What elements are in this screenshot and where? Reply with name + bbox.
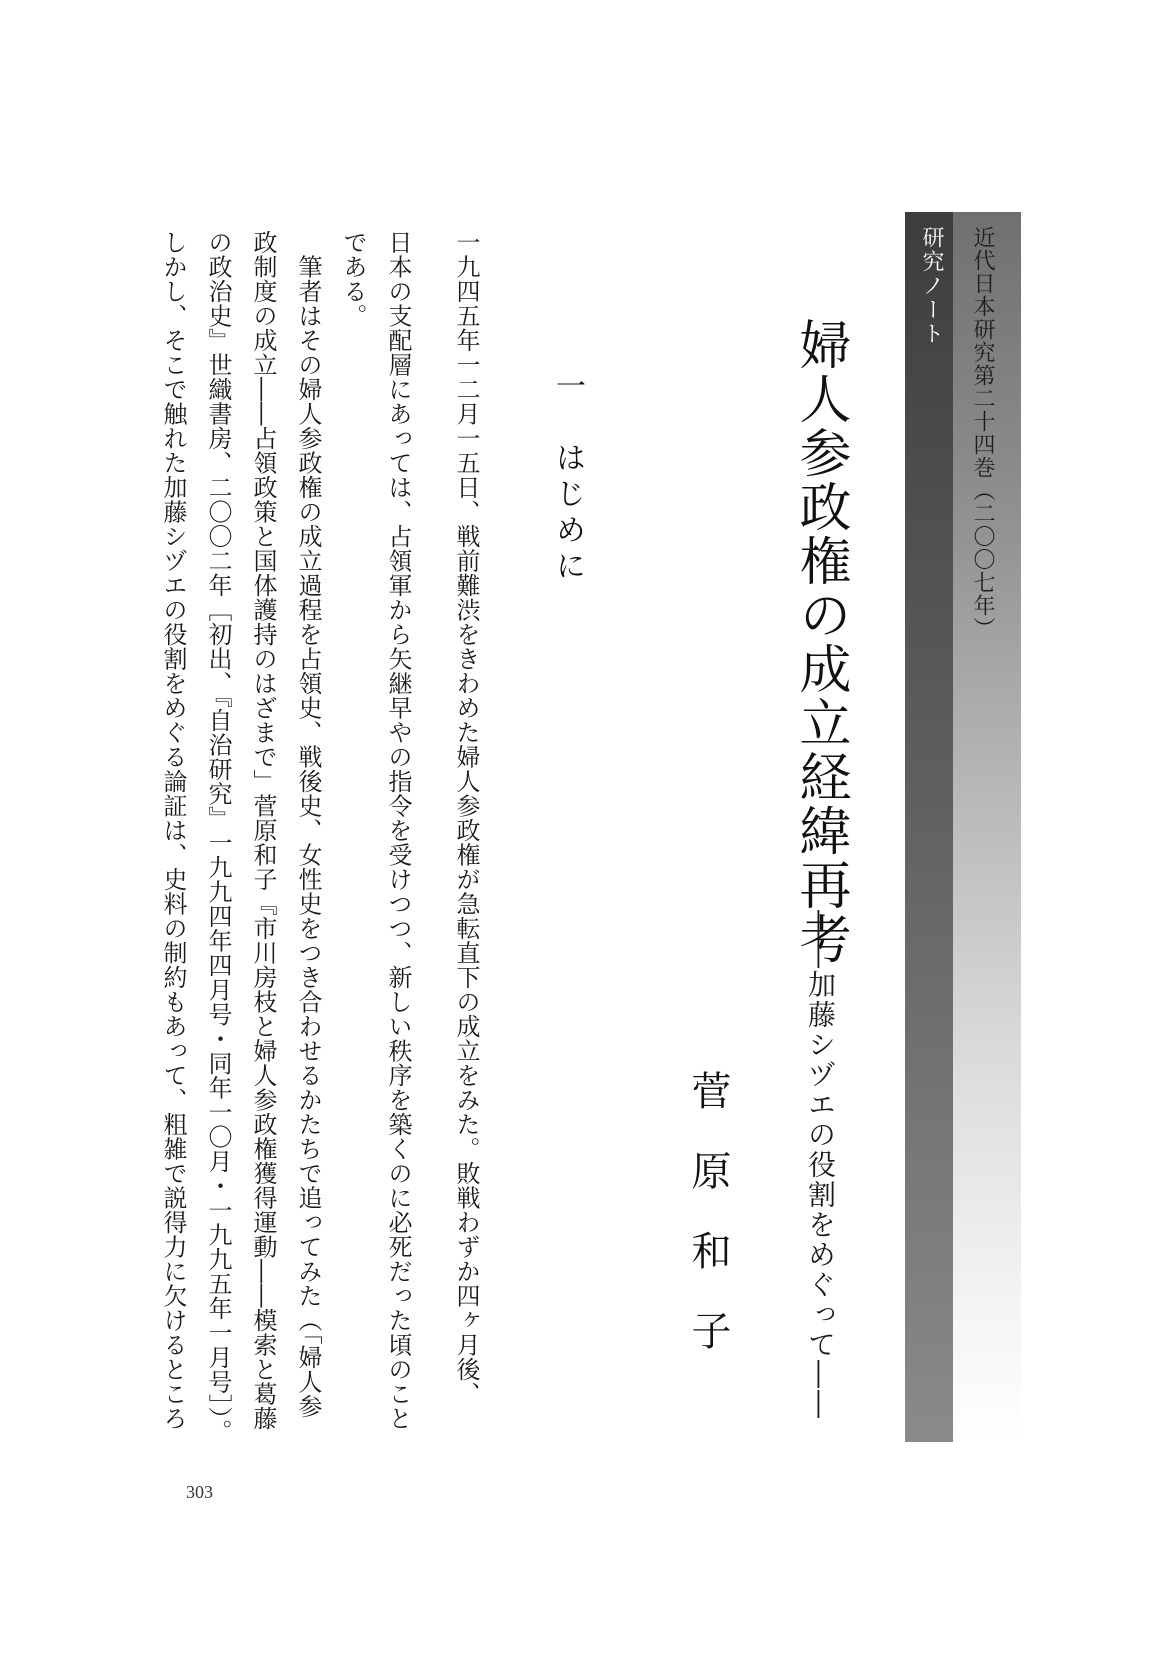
body-line: 日本の支配層にあっては、占領軍から矢継早やの指令を受けつつ、新しい秩序を築くのに必死だった頃のこと bbox=[384, 230, 412, 1431]
section-band-dark bbox=[905, 212, 953, 1442]
article-subtitle: ――加藤シヅエの役割をめぐって―― bbox=[804, 910, 837, 1420]
section-label: 研究ノート bbox=[919, 226, 944, 346]
body-line: 一九四五年一二月一五日、戦前難渋をきわめた婦人参政権が急転直下の成立をみた。敗戦わずか四ヶ月後、 bbox=[452, 230, 480, 1406]
section-heading: 一 はじめに bbox=[550, 370, 585, 586]
body-line: である。 bbox=[339, 230, 367, 328]
body-line: しかし、そこで触れた加藤シヅエの役割をめぐる論証は、史料の制約もあって、粗雑で説得力に欠けるところ bbox=[159, 230, 187, 1431]
body-line: 政制度の成立――占領政策と国体護持のはざまで」菅原和子『市川房枝と婦人参政権獲得運動――模索と葛藤 bbox=[249, 230, 277, 1431]
page-number: 303 bbox=[186, 1482, 213, 1502]
body-line: の政治史』世織書房、二〇〇二年［初出、『自治研究』一九九四年四月号・同年一〇月・一九九五年一月号］）。 bbox=[204, 230, 232, 1444]
author-name: 菅原和子 bbox=[685, 1070, 731, 1390]
body-line: 筆者はその婦人参政権の成立過程を占領史、戦後史、女性史をつき合わせるかたちで追ってみた（「婦人参 bbox=[294, 230, 322, 1419]
journal-citation: 近代日本研究第二十四巻（二〇〇七年） bbox=[970, 226, 995, 640]
article-title: 婦人参政権の成立経緯再考 bbox=[790, 318, 850, 966]
